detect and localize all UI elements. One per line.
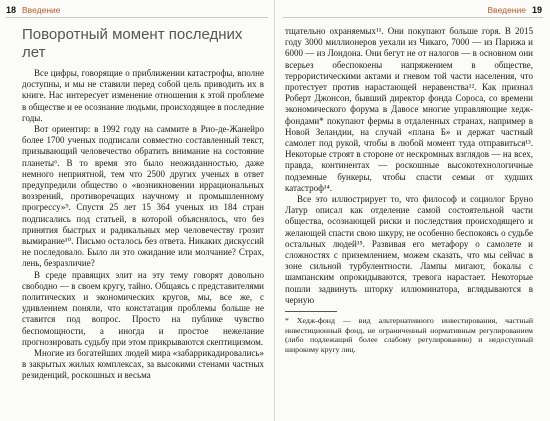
right-body: [285, 26, 533, 354]
footnote: * Хедж-фонд — вид альтернативного инвестирования, частный инвестиционный фонд, не ограниченный нормативным регулированием (либо подлежащий более слабому регулированию) и недоступный широкому кругу лиц.: [285, 316, 533, 354]
left-paragraph-1: Все цифры, говорящие о приближении катастрофы, вполне доступны, и мы не ставили перед собой цель приводить их в книге. Нас интересует изменение отношения к этой проблеме в обществе и ее осознание людьми, происходящее в последние годы.: [22, 68, 264, 123]
left-header-rule: [6, 17, 268, 18]
left-paragraph-4: Многие из богатейших людей мира «забаррикадировались» в закрытых жилых комплексах, за высокими стенами частных резиденций, роскошных и весьма: [22, 348, 264, 381]
right-header-rule: [283, 17, 543, 18]
right-paragraph-2: Все это иллюстрирует то, что философ и социолог Бруно Латур описал как отделение самой состоятельной части общества, осознающей риски и последствия происходящего и желающей спасти свою шкуру, не особенно беспокоясь о судьбе остальных людей¹⁵. Развивая его метафору о самолете и сложностях с приземлением, можем сказать, что мы сейчас в зоне сильной турбулентности. Лампы мигают, бокалы с шампанским опрокидываются, тревога нарастает. Некоторые пошли задвинуть шторку иллюминатора, вглядываются в черную: [285, 194, 533, 305]
left-page-number: 18: [6, 5, 17, 15]
right-page-header: [487, 2, 542, 18]
left-paragraph-2: Вот ориентир: в 1992 году на саммите в Рио-де-Жанейро более 1700 ученых подписали совместно составленный текст, призывающий человечество обратить внимание на состояние планеты⁶. В то время это было неожиданностью, даже немного неприятной, тем что 2500 других ученых в ответ предупредили общество о «возникновении иррациональных воззрений, противоречащих научному и промышленному прогрессу»⁹. Спустя 25 лет 15 364 ученых из 184 стран подписались под статьей, в которой объяснялось, что без принятия быстрых и радикальных мер человечеству грозит вымирание¹⁰. Письмо осталось без ответа. Никаких дискуссий не последовало. Было ли это ожидание или молчание? Страх, лень, безразличие?: [22, 124, 264, 269]
left-paragraph-3: В среде правящих элит на эту тему говорят довольно свободно — в своем кругу, тайно. Общаясь с представителями политических и экономических кругов, мы, все же, с удивлением поняли, что констатация проблемы больше не ставится под вопрос. Просто на публике чувство беспомощности, а иногда и простое нежелание прогнозировать судьбу при этом прикрываются скептицизмом.: [22, 269, 264, 347]
footnote-rule: [285, 311, 337, 312]
right-page: [275, 0, 550, 421]
left-running-head: Введение: [22, 5, 61, 15]
chapter-title: Поворотный момент последних лет: [22, 26, 243, 61]
left-page-header: [6, 2, 61, 18]
right-paragraph-1: тщательно охраняемых¹¹. Они покупают больше горя. В 2015 году 3000 миллионеров уехали из Чикаго, 7000 — из Парижа и 6000 — из Лондона. Они бегут не от налогов — в основном они всерьез обеспокоены напряжением в обществе, террористическими актами и гневом той части населения, что протестует против нарастающей неравенства¹². Как признал Роберт Джонсон, бывший директор фонда Сороса, со времени экономического форума в Давосе многие управляющие хедж-фондами* покупают фермы в отдаленных странах, например в Новой Зеландии, на случай «плана Б» и держат частный самолет под рукой, чтобы в любой момент туда отправиться¹³. Некоторые строят в стороне от нескромных взглядов — на всех, правда, континентах — роскошные высокотехнологичные подземные бункеры, чтобы спасти семьи от худших катастроф¹⁴.: [285, 26, 533, 193]
right-running-head: Введение: [487, 5, 526, 15]
left-body: [22, 68, 264, 382]
right-page-number: 19: [531, 5, 542, 15]
